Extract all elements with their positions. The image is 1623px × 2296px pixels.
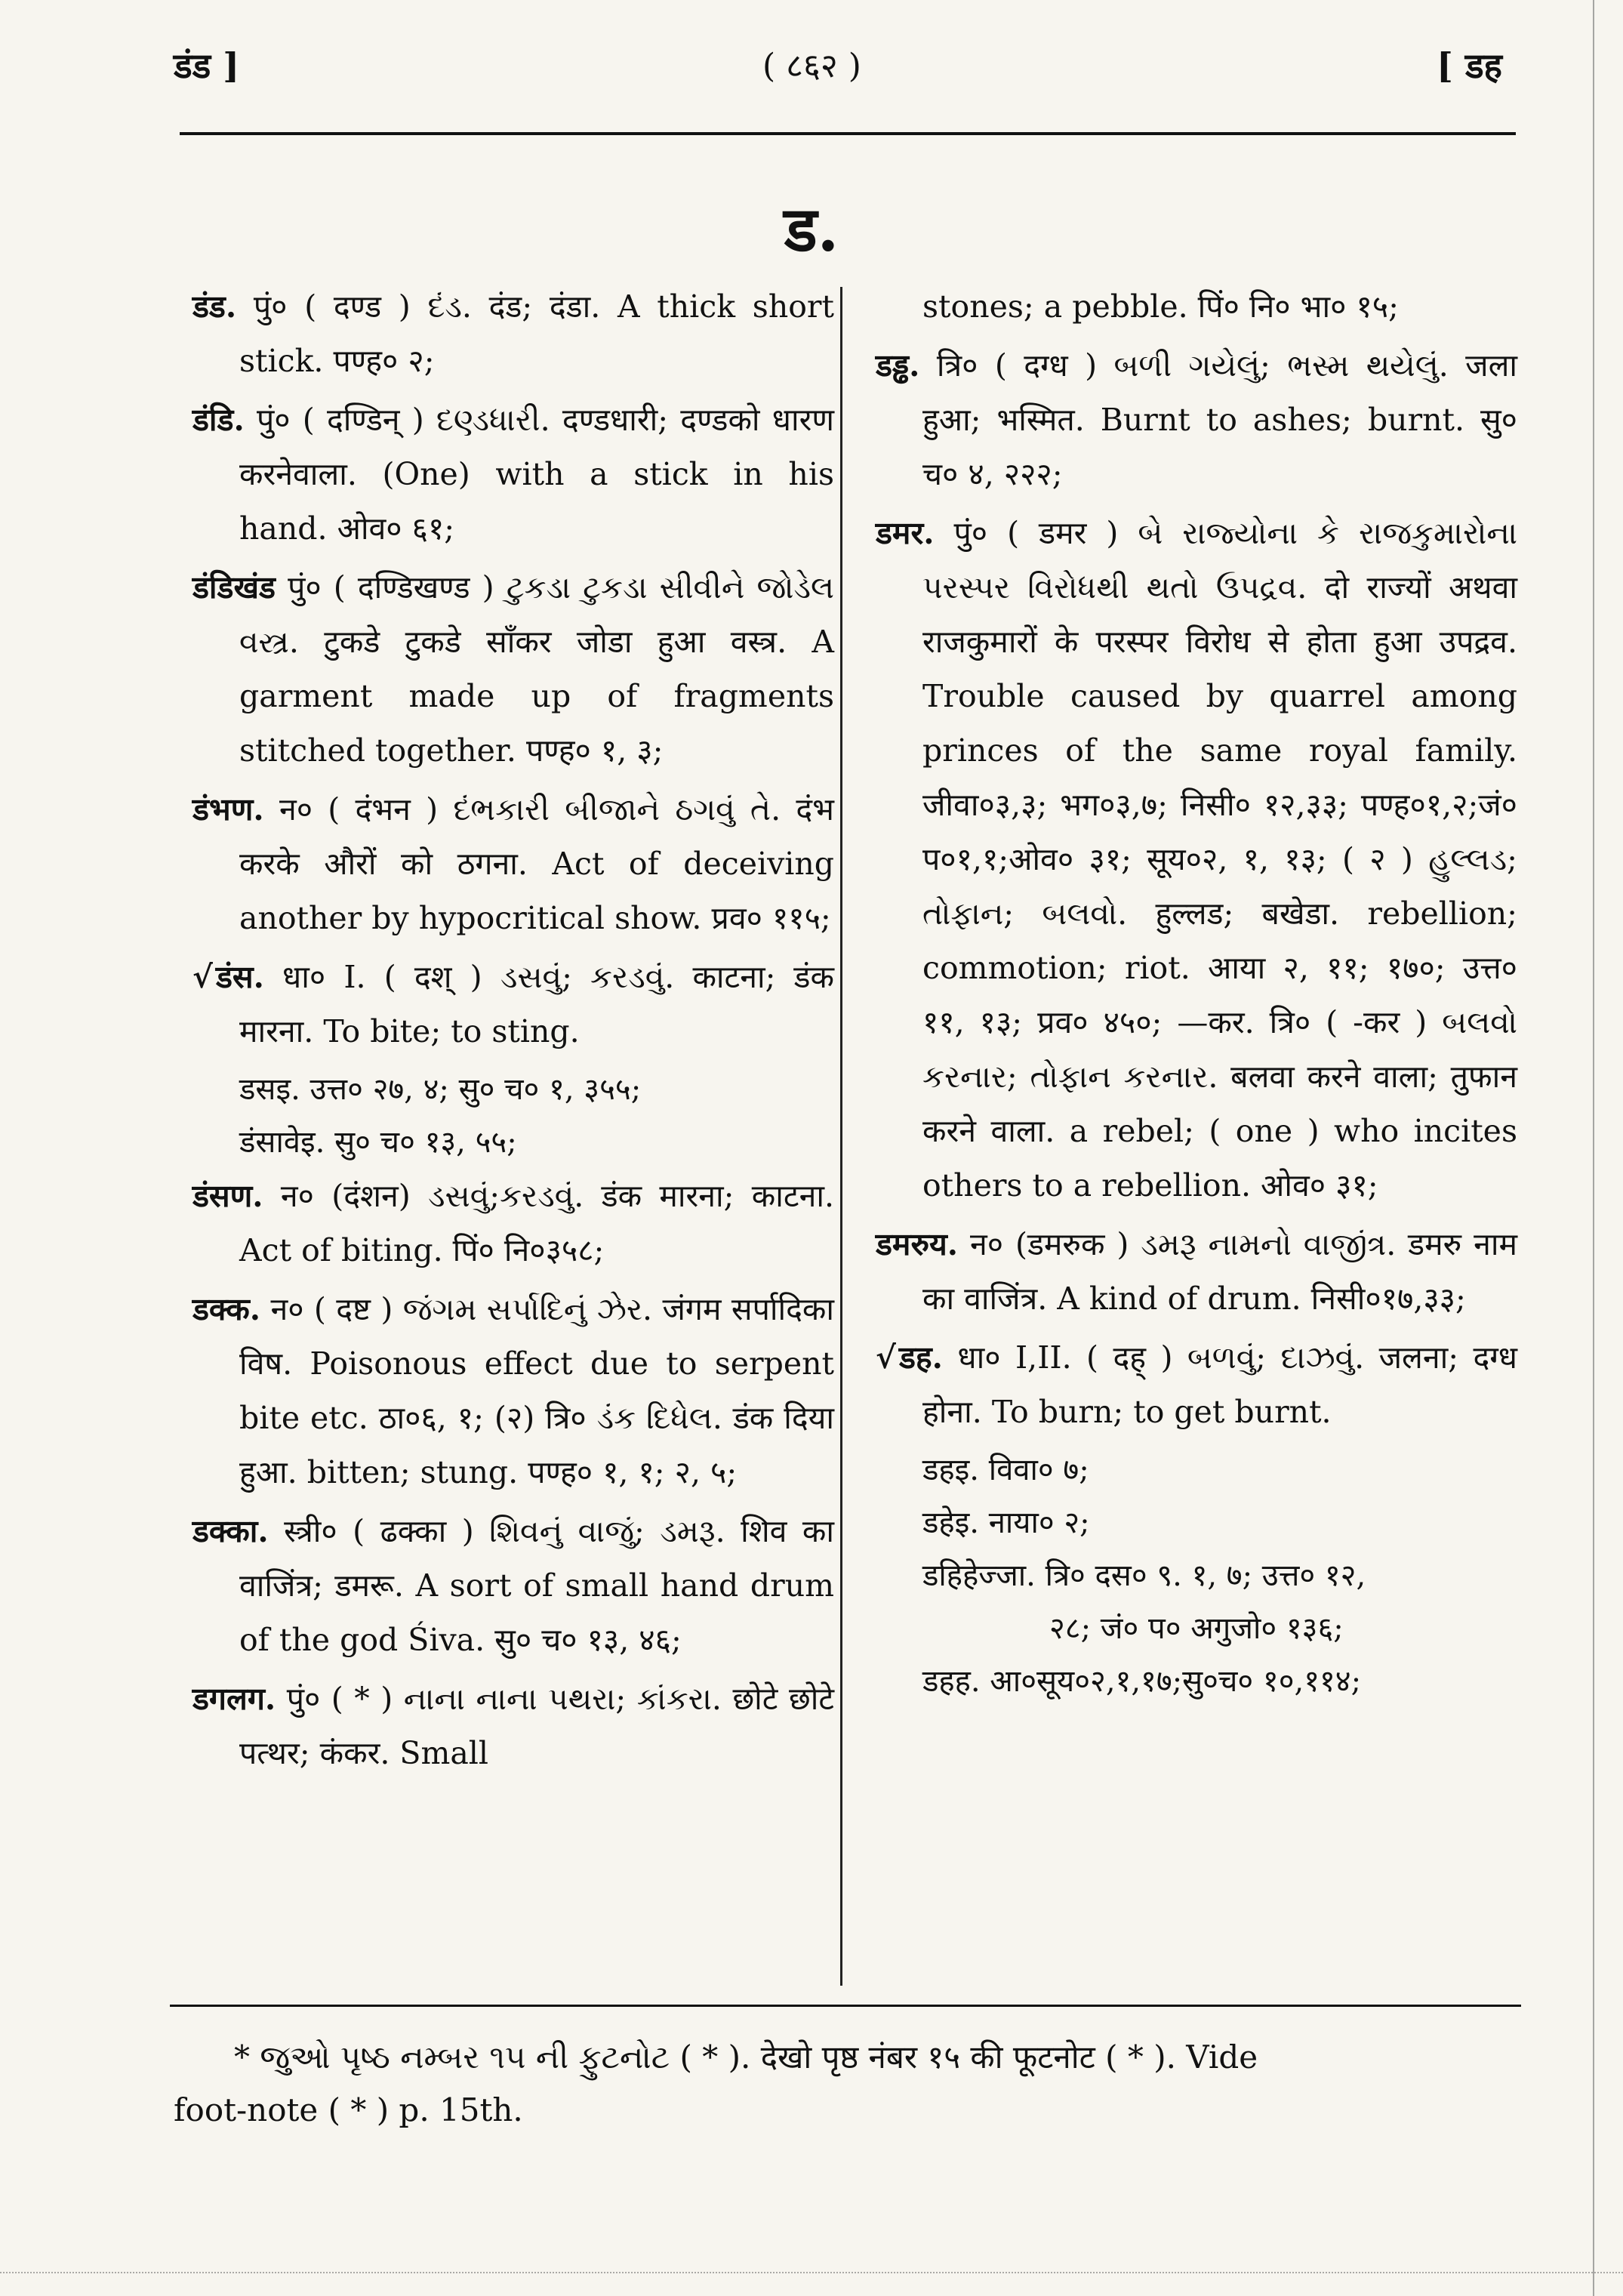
- entry-definition: धा० I. ( दश् ) ડસવું; કરડવું. काटना; डंक मारना. To bite; to sting.: [239, 959, 834, 1049]
- headword: डंडि.: [192, 402, 245, 438]
- verb-form-line: डहइ. विवा० ७;: [922, 1453, 1089, 1487]
- headword: डड्ढ.: [876, 347, 920, 384]
- entry-definition: पुं० ( दण्डिखण्ड ) ટુકડા ટુકડા સીવીને જોડેલ વસ્ત્ર. टुकडे टुकडे साँकर जोडा हुआ वस्त्र. A garment made up of fragments stitched together. पण्ह० १, ३;: [239, 569, 834, 769]
- dictionary-entry: [192, 1282, 834, 1499]
- footnote: [174, 2031, 1517, 2137]
- verb-form-continuation: २८; जं० प० अगुजो० १३६;: [1049, 1611, 1344, 1646]
- page-edge-line: [1593, 0, 1594, 2296]
- entry-definition: पुं० ( दण्डिन् ) દણ્ડધારી. दण्डधारी; दण्डको धारण करनेवाला. (One) with a stick in his hand. ओव० ६१;: [239, 402, 834, 547]
- verb-form-line: डसइ. उत्त० २७, ४; सु० च० १, ३५५;: [239, 1072, 642, 1107]
- entry-definition: न० ( दष्ट ) જંગમ સર્પાદિનું ઝેર. जंगम सर्पादिका विष. Poisonous effect due to serpent bite etc. ठा०६, १; (२) त्रि० ડંક દિધેલ. डंक दिया हुआ. bitten; stung. पण्ह० १, १; २, ५;: [239, 1291, 834, 1490]
- bottom-dotted-line: [0, 2272, 1623, 2275]
- running-head: [174, 42, 1502, 102]
- headword: डंस.: [215, 959, 264, 995]
- headword: डमर.: [876, 515, 935, 551]
- dictionary-entry: [876, 1217, 1517, 1326]
- header-rule: [180, 132, 1516, 135]
- verb-form-line: डंसावेइ. सु० च० १३, ५५;: [239, 1125, 517, 1160]
- running-head-right: [ डह: [1437, 45, 1502, 86]
- dictionary-entry: [876, 1330, 1517, 1439]
- entry-definition: न० (दंशन) ડસવું;કરડવું. डंक मारना; काटना. Act of biting. पिं० नि०३५८;: [239, 1178, 834, 1268]
- root-check-mark: √: [876, 1339, 896, 1376]
- entry-definition: धा० I,II. ( दह् ) બળવું; દાઝવું. जलना; दग्ध होना. To burn; to get burnt.: [922, 1339, 1517, 1430]
- dictionary-entry: [192, 560, 834, 778]
- page-number: ( ८६२ ): [762, 47, 861, 85]
- verb-form-line: डहह. आ०सूय०२,१,१७;सु०च० १०,११४;: [922, 1664, 1362, 1699]
- entry-definition: स्त्री० ( ढक्का ) શિવનું વાજું; ડમરૂ. शिव का वाजिंत्र; डमरू. A sort of small hand drum of the god Śiva. सु० च० १३, ४६;: [239, 1513, 834, 1658]
- column-divider: [840, 287, 842, 1986]
- headword: डंसण.: [192, 1178, 263, 1214]
- headword: डक्क.: [192, 1291, 261, 1327]
- dictionary-entry: [192, 1169, 834, 1277]
- headword: डक्का.: [192, 1513, 269, 1549]
- entry-definition: पुं० ( दण्ड ) દંડ. दंड; दंडा. A thick short stick. पण्ह० २;: [239, 288, 834, 379]
- footnote-line-1: * જુઓ પૃષ્ઠ નમ્બર ૧૫ ની ફુટનોટ ( * ). देखो पृष्ठ नंबर १५ की फूटनोट ( * ). Vide: [234, 2039, 1258, 2076]
- verb-form-line: डहेइ. नाया० २;: [922, 1505, 1090, 1540]
- dictionary-entry: [192, 279, 834, 388]
- headword: डंड.: [192, 288, 237, 325]
- dictionary-entry: [192, 393, 834, 556]
- dictionary-entry: [876, 338, 1517, 501]
- entry-columns: [170, 279, 1521, 1993]
- headword: डगलग.: [192, 1681, 276, 1717]
- dictionary-entry: [192, 782, 834, 945]
- root-check-mark: √: [192, 959, 213, 995]
- left-column: [192, 279, 834, 1785]
- verb-form-line: डहिहेज्जा. त्रि० दस० ९. १, ७; उत्त० १२,: [922, 1558, 1366, 1593]
- dictionary-entry: [876, 506, 1517, 1213]
- entry-definition: न० ( दंभन ) દંભકારી બીજાને ઠગવું તે. दंभ करके औरों को ठगना. Act of deceiving another by hypocritical show. प्रव० ११५;: [239, 791, 834, 936]
- footnote-rule: [170, 2005, 1521, 2007]
- headword: डंडिखंड: [192, 569, 276, 606]
- entry-continuation: stones; a pebble. पिं० नि० भा० १५;: [922, 288, 1399, 325]
- running-head-left: डंड ]: [174, 45, 239, 86]
- entry-definition: त्रि० ( दग्ध ) બળી ગયેલું; ભસ્મ થયેલું. जला हुआ; भस्मित. Burnt to ashes; burnt. सु० च० ४, २२२;: [922, 347, 1517, 492]
- letter-heading: ड.: [784, 193, 839, 266]
- headword: डंभण.: [192, 791, 264, 827]
- headword: डह.: [898, 1339, 943, 1376]
- dictionary-entry: [192, 1504, 834, 1667]
- headword: डमरुय.: [876, 1226, 959, 1262]
- dictionary-entry: [192, 950, 834, 1059]
- footnote-line-2: foot-note ( * ) p. 15th.: [174, 2091, 523, 2128]
- right-column: [876, 279, 1517, 1708]
- entry-definition: पुं० ( * ) નાના નાના પથરા; કાંકરા. छोटे छोटे पत्थर; कंकर. Small: [239, 1681, 834, 1771]
- dictionary-entry: [192, 1672, 834, 1780]
- entry-definition: न० (डमरुक ) ડમરૂ નામનો વાજીંત્ર. डमरु नाम का वाजिंत्र. A kind of drum. निसी०१७,३३;: [922, 1226, 1517, 1317]
- entry-definition: पुं० ( डमर ) બે રાજ્યોના કે રાજકુમારોના પરસ્પર વિરોધથી થતો ઉપદ્રવ. दो राज्यों अथवा राजकुमारों के परस्पर विरोध से होता हुआ उपद्रव. Trouble caused by quarrel among princes of the same royal family. जीवा०३,३; भग०३,७; निसी० १२,३३; पण्ह०१,२;जं० प०१,१;ओव० ३१; सूय०२, १, १३; ( २ ) હુલ્લડ; તોફાન; બલવો. हुल्लड; बखेडा. rebellion; commotion; riot. आया २, ११; १७०; उत्त० ११, १३; प्रव० ४५०; —कर. त्रि० ( -कर ) બલવો કરનાર; તોફાન કરનાર. बलवा करने वाला; तुफान करने वाला. a rebel; ( one ) who incites others to a rebellion. ओव० ३१;: [922, 515, 1517, 1203]
